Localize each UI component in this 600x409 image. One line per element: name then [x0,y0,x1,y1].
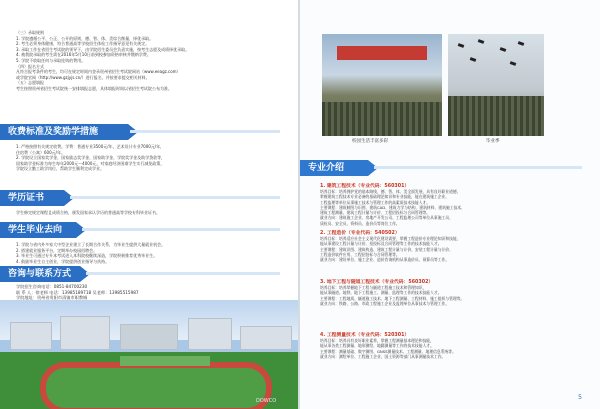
text-line: 4. 鼓励毕业生自主创业，学院提供创业指导与扶持。 [16,258,110,264]
careers-section-title: 学生毕业去向 [0,222,76,238]
major-description [320,285,590,306]
text-line: 建筑工程测量、建筑工程计量与计价、工程招投标与合同管理等。 [320,210,431,216]
record-section-title: 学历证书 [0,190,64,206]
record-text [16,210,286,216]
text-line: 学生修完规定课程且成绩合格，颁发国家承认学历的普通高等学校专科毕业证书。 [16,210,160,215]
text-line: 就业方向：建筑施工企业、房地产开发公司、工程监理公司等单位从事施工员、 [320,215,453,221]
divider [82,228,280,231]
text-line: 国家助学金标准为每生每年2000元～4000元，对家庭经济困难学生实行减免政策， [16,160,165,166]
majors-section-title: 专业介绍 [300,160,368,176]
text-line: 学院地址：贵州省贵阳市清镇市职教城 [16,295,88,301]
text-line: 考生按照贵州省招生考试院统一安排填报志愿，具体填报时间以省招生考试院公布为准。 [16,85,172,91]
admission-rules [16,30,286,92]
text-line: 培养目标：培养掌握地下工程与隧道工程施工技术和管理知识， [320,285,427,290]
text-line: 住宿费（公寓）600元/年。 [16,149,65,155]
major-description [320,189,590,226]
contact-section-title: 咨询与联系方式 [0,266,80,282]
text-line: 凡符合报考条件的考生，均可在规定时间内登录贵州省招生考试院网站（www.eeagz.com） [16,69,181,75]
divider [374,166,582,169]
major-title: 3. 地下工程与隧道工程技术（专业代码：560302） [320,280,434,285]
major-title: 2. 工程造价（专业代码：540502） [320,231,400,236]
text-line: 主要课程：建筑识图、建筑构造、建筑工程计量与计价、安装工程计量与计价、 [320,246,453,252]
text-line: 就业方向：测绘单位、工程施工企业、国土资源等部门从事测量技术工作。 [320,353,446,359]
right-page [300,0,600,409]
text-line: 3. 毕业生可通过专升本考试进入本科院校继续深造，学院积极推荐优秀毕业生。 [16,253,158,259]
text-line: 能从事各类工程测量、地形测绘、地籍测量等工作的技术技能人才。 [320,343,434,349]
text-line: 培养目标：培养适应社会主义现代化建设需要，掌握工程造价专业理论知识和技能， [320,236,461,241]
text-line: （三）录取规则 [16,30,44,35]
photo-caption: 校园生活丰富多彩 [352,139,388,144]
text-line: 1. 严格按照有关规定收费。学费：普通专业3500元/年，艺术设计专业7000元/年， [16,144,165,149]
major-description [320,236,590,262]
fees-text [16,144,286,172]
text-line: 5. 学院不收取任何与录取挂钩的费用。 [16,57,86,63]
text-line: （五）志愿填报 [16,80,44,86]
text-line: 1. 学院遵循公平、公正、公开的原则，德、智、体、美综合衡量，择优录取。 [16,35,154,41]
text-line: 掌握建筑工程技术专业必备的基础理论知识和专业技能，能在建筑施工企业、 [320,194,450,200]
text-line: 就业方向：铁路、公路、市政工程施工企业及监理单位从事技术与管理工作。 [320,300,450,306]
campus-aerial-photo [0,300,298,409]
text-line: 工程监理等单位从事施工技术与管理工作的高素质技术技能人才。 [320,199,431,205]
text-line: 或学院官网（http://www.gzjyjs.cn/）进行报名，并按要求提交相关材料。 [16,74,150,80]
text-line: 联 系 人：徐老师 电话：13985189718 吴老师：13985515987 [16,289,139,295]
text-line: 2. 搭建就业服务平台，定期举办校园招聘会。 [16,247,98,253]
page-number: 5 [578,394,582,401]
text-line: 就业方向：建设单位、施工企业、造价咨询机构从事造价员、预算员等工作。 [320,257,450,263]
text-line: 培养目标：培养拥护党的基本路线，德、智、体、美全面发展，具有良好职业道德， [320,189,461,194]
caps-toss-photo [448,34,544,136]
fees-section-title: 收费标准及奖励学措施 [0,124,128,140]
text-line: 学院设立勤工助学岗位，帮助学生顺利完成学业。 [16,166,104,172]
divider [70,196,280,199]
text-line: 学院招生咨询电话：0851-84700230 [16,284,88,289]
text-line: 4. 被我院录取的考生需在2016年5月10日前到校参加资格审核并缴纳学费。 [16,52,151,58]
graduation-photo [322,34,442,136]
divider [86,272,280,275]
text-line: 培养目标：培养具有良好职业素养，掌握工程测量基本理论和技能， [320,338,434,343]
left-page [0,0,298,409]
text-line: 3. 录取工作在省招生考试院的领导下，由学院招生委员会负责实施，按考生志愿及成绩择优录取。 [16,46,190,52]
text-line: 能从事建设工程计量与计价、招投标及合同管理等工作的技术技能人才。 [320,241,442,247]
text-line: 2. 学院设立国家奖学金、国家励志奖学金、国家助学金、学院奖学金及助学贷款等， [16,155,166,161]
careers-text [16,242,286,264]
text-line: 主要课程：工程地质、隧道施工技术、地下工程测量、工程材料、施工组织与管理等。 [320,295,465,301]
text-line: 主要课程：测量基础、数字测图、GNSS测量技术、工程测量、地理信息系统等。 [320,348,456,354]
divider [130,130,280,133]
text-line: （四）报名方式 [16,63,44,69]
photo-caption: 毕业季 [486,139,500,144]
major-title: 4. 工程测量技术（专业代码：520301） [320,333,410,338]
text-line: 2. 考生必须身体健康，符合普通高等学校招生体检工作指导意见有关规定。 [16,41,150,47]
text-line: 主要课程：建筑制图与识图、建筑CAD、建筑力学与结构、建筑材料、建筑施工技术、 [320,204,465,210]
text-line: 工程造价软件应用、工程招投标与合同管理等。 [320,251,400,257]
major-title: 1. 建筑工程技术（专业代码：560301） [320,184,410,189]
text-line: 1. 学院与省内外多家大中型企业建立了长期合作关系，为毕业生提供大量就业机会。 [16,242,166,247]
text-line: 质检员、安全员、资料员、造价员等岗位工作。 [320,220,400,226]
major-description [320,338,590,359]
photo-watermark: DOWCO [256,398,277,404]
text-line: 能从事隧道、地铁、地下工程施工、测量、监理等工作的技术技能人才。 [320,290,442,296]
